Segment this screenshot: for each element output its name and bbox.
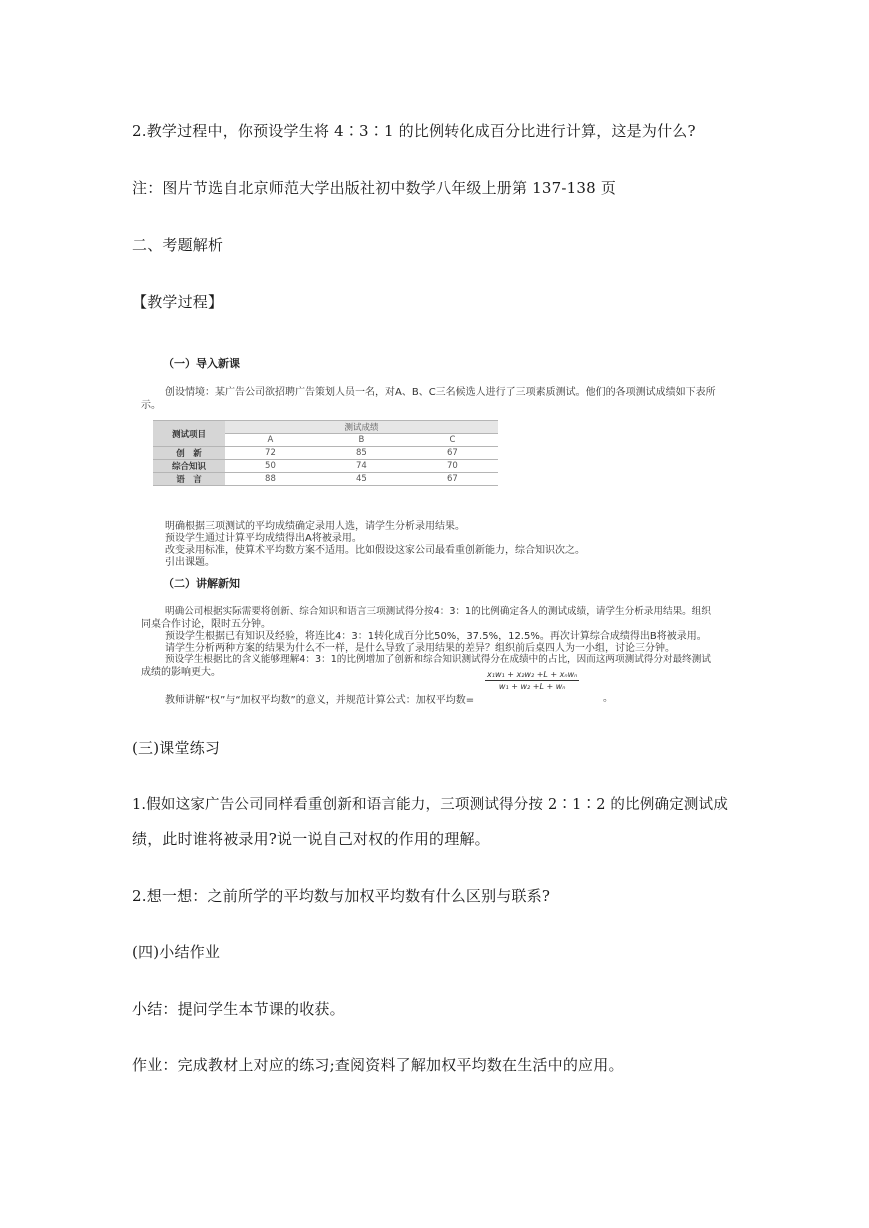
scan-para-7: 预设学生根据已有知识及经验，将连比4：3：1转化成百分比50%，37.5%，12.5%。再次计算综合成绩得出B将被录用。 <box>165 631 707 642</box>
scan-para-2: 预设学生通过计算平均成绩得出A将被录用。 <box>165 533 362 544</box>
table-row <box>153 473 498 486</box>
table-cell: 67 <box>407 447 498 460</box>
table-row <box>153 447 498 460</box>
scores-table <box>153 420 498 486</box>
table-cell: 72 <box>225 447 316 460</box>
source-note: 注：图片节选自北京师范大学出版社初中数学八年级上册第 137-138 页 <box>132 179 617 197</box>
summary-text: 小结：提问学生本节课的收获。 <box>132 1000 345 1018</box>
formula-end: 。 <box>603 693 613 704</box>
table-row <box>153 460 498 473</box>
table-cell: 88 <box>225 473 316 486</box>
scan-para-1: 明确根据三项测试的平均成绩确定录用人选，请学生分析录用结果。 <box>165 521 465 532</box>
question-2: 2.教学过程中，你预设学生将 4∶3∶1 的比例转化成百分比进行计算，这是为什么? <box>132 122 696 140</box>
summary-heading: (四)小结作业 <box>132 943 221 961</box>
table-cell: 85 <box>316 447 407 460</box>
table-header-scores: 测试成绩 <box>225 421 498 434</box>
table-cell: 45 <box>316 473 407 486</box>
table-cell: 67 <box>407 473 498 486</box>
process-heading: 【教学过程】 <box>132 293 224 311</box>
scan-heading-2: （二）讲解新知 <box>163 577 240 590</box>
scan-para-8: 请学生分析两种方案的结果为什么不一样，是什么导致了录用结果的差异？组织前后桌四人为一小组，讨论三分钟。 <box>165 643 675 654</box>
table-candidate: B <box>316 434 407 447</box>
scan-para-11: 教师讲解“权”与“加权平均数”的意义，并规范计算公式：加权平均数= <box>165 695 475 706</box>
table-candidate: A <box>225 434 316 447</box>
scan-para-4: 引出课题。 <box>165 557 215 568</box>
table-cell: 70 <box>407 460 498 473</box>
weighted-mean-formula <box>485 670 579 691</box>
scan-intro-line-1: 创设情境：某广告公司欲招聘广告策划人员一名，对A、B、C三名候选人进行了三项素质测试。他们的各项测试成绩如下表所 <box>165 387 716 398</box>
scan-para-5: 明确公司根据实际需要将创新、综合知识和语言三项测试得分按4：3：1的比例确定各人的测试成绩，请学生分析录用结果。组织 <box>165 606 711 617</box>
section-heading: 二、考题解析 <box>132 236 224 254</box>
practice-heading: (三)课堂练习 <box>132 739 221 757</box>
scan-para-9: 预设学生根据比的含义能够理解4：3：1的比例增加了创新和综合知识测试得分在成绩中的占比，因而这两项测试得分对最终测试 <box>165 654 711 665</box>
table-cell: 50 <box>225 460 316 473</box>
exercise-1-line-1: 1.假如这家广告公司同样看重创新和语言能力，三项测试得分按 2∶1∶2 的比例确定测试成 <box>132 797 729 813</box>
table-cell: 74 <box>316 460 407 473</box>
scan-para-10: 成绩的影响更大。 <box>141 667 221 678</box>
exercise-2: 2.想一想：之前所学的平均数与加权平均数有什么区别与联系? <box>132 887 551 905</box>
formula-numerator: x₁w₁ + x₂w₂ +L + xₙwₙ <box>487 670 578 679</box>
table-row-label: 创 新 <box>153 447 225 460</box>
homework-text: 作业：完成教材上对应的练习;查阅资料了解加权平均数在生活中的应用。 <box>132 1056 624 1074</box>
table-header-row <box>153 421 498 434</box>
scan-intro-line-2: 示。 <box>141 400 161 411</box>
formula-denominator: w₁ + w₂ +L + wₙ <box>498 682 566 691</box>
scan-heading-1: （一）导入新课 <box>163 357 240 370</box>
table-candidate: C <box>407 434 498 447</box>
scan-para-6: 同桌合作讨论，限时五分钟。 <box>141 619 271 630</box>
scan-para-3: 改变录用标准，使算术平均数方案不适用。比如假设这家公司最看重创新能力，综合知识次之。 <box>165 545 585 556</box>
table-row-label: 综合知识 <box>153 460 225 473</box>
exercise-1-line-2: 绩，此时谁将被录用?说一说自己对权的作用的理解。 <box>132 830 490 848</box>
table-row-label: 语 言 <box>153 473 225 486</box>
scanned-textbook-excerpt <box>135 345 716 707</box>
table-header-item: 测试项目 <box>153 421 225 447</box>
